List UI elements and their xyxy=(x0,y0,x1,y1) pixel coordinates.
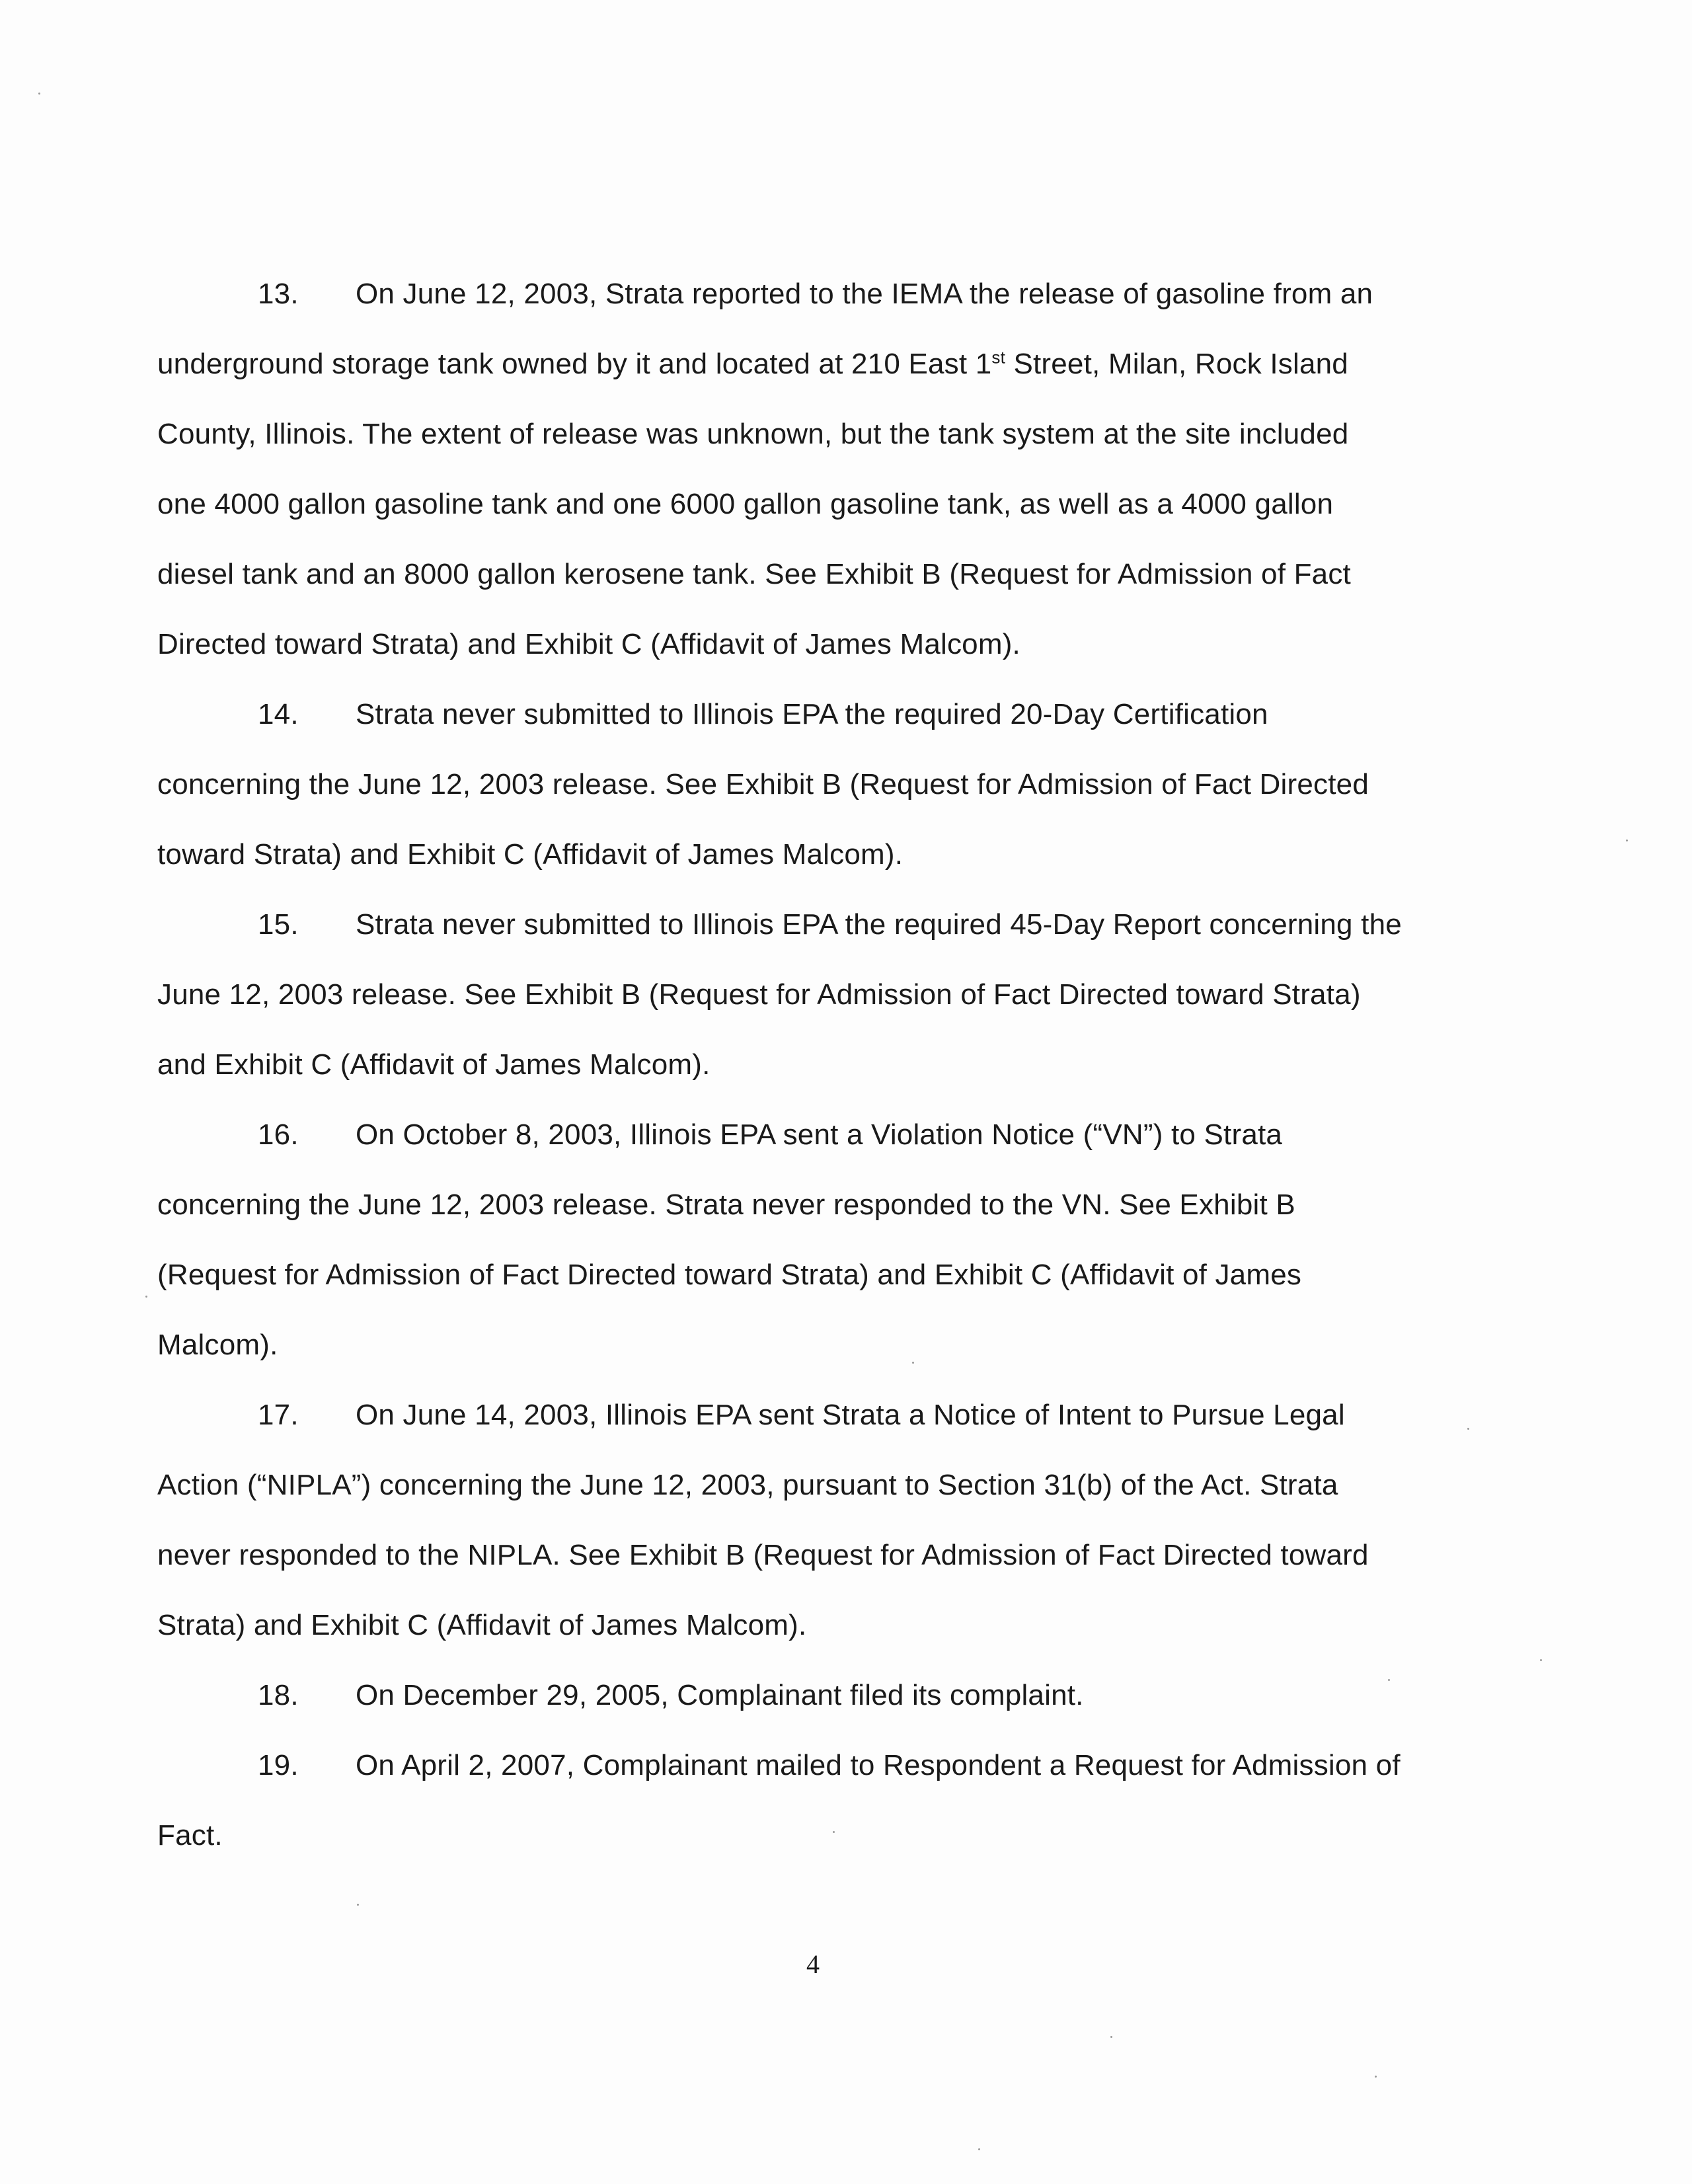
paragraph-number: 18. xyxy=(258,1679,299,1711)
scan-speck xyxy=(833,1831,835,1833)
scan-speck xyxy=(38,93,40,95)
paragraph-number: 15. xyxy=(258,908,299,941)
paragraph-number: 13. xyxy=(258,278,299,310)
paragraph-first-line xyxy=(157,259,1479,329)
paragraph-text: Strata never submitted to Illinois EPA the required 45-Day Report concerning the xyxy=(356,908,1402,941)
paragraph-text: On June 14, 2003, Illinois EPA sent Strata a Notice of Intent to Pursue Legal xyxy=(356,1399,1345,1431)
paragraph-line: Malcom). xyxy=(157,1329,278,1361)
paragraph-18 xyxy=(157,1660,1479,1731)
paragraph-13 xyxy=(157,259,1479,680)
paragraph-17 xyxy=(157,1380,1479,1660)
paragraph-text: Strata never submitted to Illinois EPA the required 20-Day Certification xyxy=(356,698,1268,730)
paragraph-line: Fact. xyxy=(157,1819,223,1852)
paragraph-text: On December 29, 2005, Complainant filed its complaint. xyxy=(356,1679,1084,1711)
paragraph-number: 17. xyxy=(258,1399,299,1431)
scan-speck xyxy=(1467,1428,1469,1430)
scan-speck xyxy=(1388,1679,1390,1681)
paragraph-first-line xyxy=(157,1660,1479,1731)
paragraph-16 xyxy=(157,1100,1479,1380)
paragraph-14 xyxy=(157,680,1479,890)
page-number: 4 xyxy=(806,1949,820,1979)
paragraph-19 xyxy=(157,1731,1479,1871)
scan-speck xyxy=(978,2148,980,2150)
paragraph-first-line xyxy=(157,890,1479,960)
scan-speck xyxy=(1626,839,1628,841)
paragraph-line: (Request for Admission of Fact Directed toward Strata) and Exhibit C (Affidavit of James xyxy=(157,1259,1302,1291)
paragraph-first-line xyxy=(157,680,1479,750)
paragraph-line: Directed toward Strata) and Exhibit C (Affidavit of James Malcom). xyxy=(157,628,1020,660)
scan-speck xyxy=(1375,2076,1377,2078)
paragraph-text: Street, Milan, Rock Island xyxy=(1005,348,1348,380)
paragraph-text: On April 2, 2007, Complainant mailed to Respondent a Request for Admission of xyxy=(356,1749,1401,1781)
paragraph-line: and Exhibit C (Affidavit of James Malcom). xyxy=(157,1048,711,1081)
paragraph-line: Action (“NIPLA”) concerning the June 12, 2003, pursuant to Section 31(b) of the Act. Strata xyxy=(157,1469,1338,1501)
paragraph-text: On October 8, 2003, Illinois EPA sent a Violation Notice (“VN”) to Strata xyxy=(356,1118,1283,1151)
scan-speck xyxy=(357,1904,359,1906)
paragraph-line: one 4000 gallon gasoline tank and one 6000 gallon gasoline tank, as well as a 4000 gallon xyxy=(157,488,1334,520)
scan-speck xyxy=(1110,2036,1112,2038)
paragraph-line: never responded to the NIPLA. See Exhibit B (Request for Admission of Fact Directed toward xyxy=(157,1539,1369,1571)
paragraph-text: On June 12, 2003, Strata reported to the IEMA the release of gasoline from an xyxy=(356,278,1373,310)
paragraph-first-line xyxy=(157,1731,1479,1801)
paragraph-line: diesel tank and an 8000 gallon kerosene tank. See Exhibit B (Request for Admission of Fact xyxy=(157,558,1351,590)
paragraph-first-line xyxy=(157,1100,1479,1170)
paragraph-number: 16. xyxy=(258,1118,299,1151)
paragraph-line: toward Strata) and Exhibit C (Affidavit of James Malcom). xyxy=(157,838,904,871)
paragraph-number: 19. xyxy=(258,1749,299,1781)
paragraph-15 xyxy=(157,890,1479,1100)
scan-speck xyxy=(912,1362,914,1364)
paragraph-line: Strata) and Exhibit C (Affidavit of James Malcom). xyxy=(157,1609,807,1641)
paragraph-number: 14. xyxy=(258,698,299,730)
paragraph-text: underground storage tank owned by it and located at 210 East 1 xyxy=(157,348,992,380)
paragraph-line: concerning the June 12, 2003 release. See Exhibit B (Request for Admission of Fact Directed xyxy=(157,768,1369,800)
scan-speck xyxy=(145,1296,147,1298)
ordinal-superscript: st xyxy=(991,347,1006,368)
paragraph-line: concerning the June 12, 2003 release. Strata never responded to the VN. See Exhibit B xyxy=(157,1189,1295,1221)
paragraph-line xyxy=(157,329,1479,399)
paragraph-line: County, Illinois. The extent of release was unknown, but the tank system at the site included xyxy=(157,418,1349,450)
paragraph-first-line xyxy=(157,1380,1479,1450)
paragraph-line: June 12, 2003 release. See Exhibit B (Request for Admission of Fact Directed toward Strata) xyxy=(157,978,1361,1011)
scan-speck xyxy=(1540,1659,1542,1661)
